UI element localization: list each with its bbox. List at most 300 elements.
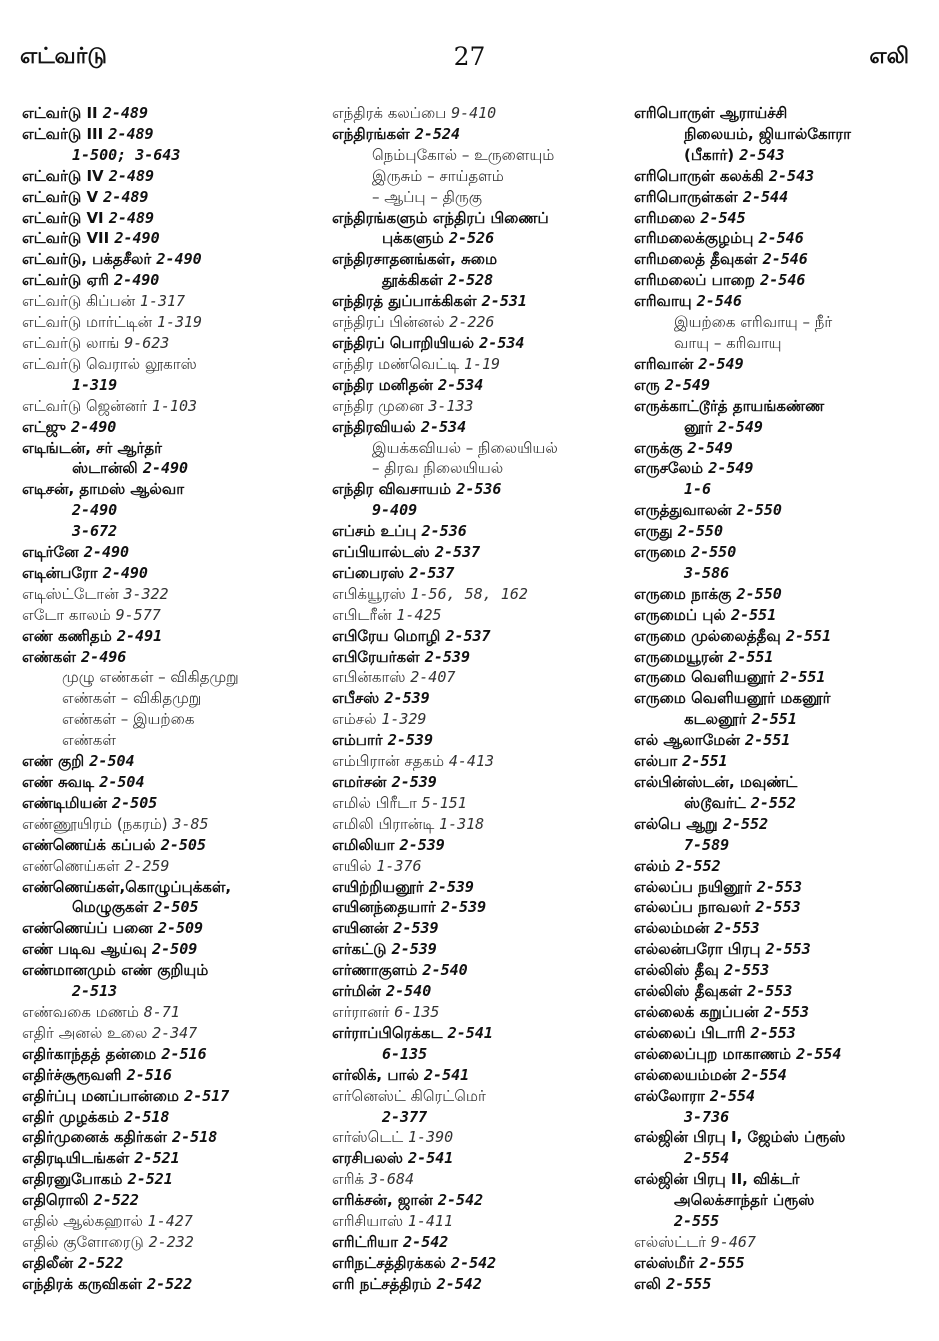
entry-term: புக்களும்	[382, 229, 449, 248]
entry-term: எப்சம் உப்பு	[332, 522, 422, 541]
index-entry	[22, 584, 322, 605]
entry-page-ref: 2-539	[384, 689, 430, 708]
index-entry	[22, 479, 322, 500]
index-entry	[634, 521, 934, 542]
entry-term: எபின்காஸ்	[332, 668, 411, 687]
entry-term: எபிக்யூரஸ்	[332, 584, 411, 603]
entry-page-ref: 4-413	[448, 752, 495, 771]
entry-term: எண்டிமியன்	[22, 793, 113, 812]
index-entry	[332, 751, 632, 772]
entry-page-ref: 2-549	[664, 375, 710, 394]
entry-term: எரசிபலஸ்	[332, 1149, 409, 1168]
index-entry	[634, 897, 934, 918]
entry-term: எபிரேயர்கள்	[332, 647, 425, 666]
entry-page-ref: 2-541	[447, 1023, 493, 1042]
entry-page-ref: 2-543	[769, 166, 815, 185]
entry-term: எதிர் முழக்கம்	[22, 1107, 125, 1126]
entry-term: எல்லைக் கறுப்பன்	[634, 1002, 764, 1021]
index-entry	[22, 897, 322, 918]
index-entry	[22, 103, 322, 124]
entry-term: எதில் ஆல்கஹால்	[22, 1212, 148, 1231]
index-entry	[22, 626, 322, 647]
index-entry	[332, 521, 632, 542]
entry-page-ref: 1-103	[151, 396, 198, 415]
entry-page-ref: 2-537	[445, 626, 491, 645]
entry-term: எண்வகை மணம்	[22, 1002, 144, 1021]
index-entry	[634, 877, 934, 898]
index-entry	[332, 1253, 632, 1274]
entry-page-ref: 1-500; 3-643	[72, 145, 181, 164]
entry-term: எருமையூரன்	[634, 647, 729, 666]
index-entry	[22, 291, 322, 312]
index-entry	[22, 542, 322, 563]
index-entry	[22, 605, 322, 626]
entry-term: எதிர்காந்தத் தன்மை	[22, 1044, 162, 1063]
index-entry	[332, 270, 632, 291]
entry-term: எலி	[634, 1274, 667, 1293]
entry-term: எண் கணிதம்	[22, 626, 117, 645]
index-entry	[634, 1044, 934, 1065]
entry-term: எரிக்சன், ஜான்	[332, 1191, 438, 1210]
entry-page-ref: 2-505	[112, 793, 158, 812]
entry-page-ref: 2-518	[172, 1128, 218, 1147]
index-entry	[332, 396, 632, 417]
index-entry	[634, 1148, 934, 1169]
entry-page-ref: 2-536	[456, 480, 502, 499]
entry-term: எபிடரீன்	[332, 605, 397, 624]
index-entry	[332, 187, 632, 208]
entry-term: எல்லைப் பிடாரி	[634, 1023, 751, 1042]
index-entry	[22, 647, 322, 668]
entry-page-ref: 2-546	[760, 271, 806, 290]
entry-term: எந்திர மனிதன்	[332, 375, 439, 394]
entry-page-ref: 1-390	[407, 1128, 454, 1147]
entry-term: எரிமலை	[634, 208, 701, 227]
index-entry	[22, 667, 322, 688]
index-entry	[634, 772, 934, 793]
index-entry	[332, 856, 632, 877]
entry-term: எரிபொருள் கலக்கி	[634, 166, 769, 185]
entry-page-ref: 2-491	[116, 626, 163, 645]
entry-term: எந்திரசாதனங்கள், சுமை	[332, 250, 498, 269]
entry-page-ref: 2-551	[785, 626, 832, 645]
index-entry	[22, 1107, 322, 1128]
entry-page-ref: 2-543	[739, 145, 785, 164]
index-entry	[22, 1086, 322, 1107]
index-entry	[332, 626, 632, 647]
index-entry	[22, 563, 322, 584]
entry-page-ref: 1-376	[376, 856, 422, 875]
entry-page-ref: 9-409	[372, 501, 418, 520]
index-entry	[332, 375, 632, 396]
index-entry	[22, 249, 322, 270]
entry-term: எருமை வெளியனூர் மகனூர்	[634, 689, 831, 708]
index-entry	[332, 730, 632, 751]
entry-page-ref: 2-542	[437, 1191, 484, 1210]
index-entry	[634, 584, 934, 605]
entry-page-ref: 2-518	[124, 1107, 170, 1126]
index-entry	[634, 500, 934, 521]
index-entry	[22, 228, 322, 249]
entry-page-ref: 2-490	[72, 501, 118, 520]
index-entry	[634, 333, 934, 354]
index-entry	[332, 1107, 632, 1128]
entry-page-ref: 2-539	[391, 773, 437, 791]
entry-page-ref: 2-554	[741, 1065, 787, 1084]
entry-page-ref: 3-736	[684, 1107, 730, 1126]
entry-term: எருது	[634, 522, 678, 541]
entry-term: எரிமலைப் பாறை	[634, 271, 761, 290]
entry-page-ref: 2-490	[114, 271, 160, 290]
entry-page-ref: 2-553	[763, 1002, 809, 1021]
index-entry	[332, 354, 632, 375]
entry-term: எண்ணூயிரம் (நகரம்)	[22, 814, 173, 833]
entry-page-ref: 2-553	[714, 919, 760, 938]
index-entry	[332, 688, 632, 709]
index-entry	[332, 793, 632, 814]
entry-page-ref: 2-531	[481, 292, 527, 311]
index-entry	[22, 438, 322, 459]
index-entry	[22, 730, 322, 751]
entry-term: எயினந்தையார்	[332, 898, 441, 917]
entry-page-ref: 1-319	[72, 375, 118, 394]
index-entry	[332, 1127, 632, 1148]
entry-page-ref: 2-517	[184, 1086, 230, 1105]
entry-page-ref: 2-549	[717, 417, 763, 436]
index-entry	[22, 981, 322, 1002]
entry-page-ref: 2-545	[700, 208, 746, 227]
entry-term: எட்ஜு	[22, 417, 72, 436]
entry-term: எட்வர்டு III	[22, 124, 109, 143]
index-entry	[634, 270, 934, 291]
index-entry	[634, 291, 934, 312]
index-entry	[332, 1086, 632, 1107]
entry-page-ref: 2-528	[448, 271, 494, 290]
index-entry	[634, 835, 934, 856]
entry-term: எந்திரக் கலப்பை	[332, 104, 452, 122]
entry-term: எபீசஸ்	[332, 689, 385, 708]
entry-term: தூக்கிகள்	[382, 271, 449, 290]
entry-term: எர்மின்	[332, 982, 387, 1001]
entry-term: எண்ணெய்கள்	[22, 856, 125, 875]
entry-page-ref: 2-505	[160, 835, 206, 854]
entry-term: எருத்துவாலன்	[634, 501, 737, 520]
entry-term: எருமை முல்லைத்தீவு	[634, 626, 786, 645]
entry-page-ref: 2-537	[434, 543, 481, 562]
entry-page-ref: 2-551	[751, 710, 797, 729]
entry-term: இயற்கை எரிவாயு – நீர்	[674, 313, 833, 332]
entry-page-ref: 2-490	[114, 229, 160, 248]
entry-page-ref: 2-539	[424, 647, 470, 666]
index-entry	[22, 1253, 322, 1274]
entry-page-ref: 2-539	[393, 919, 439, 938]
entry-term: எரி நட்சத்திரம்	[332, 1274, 437, 1293]
index-entry	[332, 605, 632, 626]
index-entry	[634, 960, 934, 981]
index-entry	[22, 417, 322, 438]
index-entry	[634, 103, 934, 124]
entry-page-ref: 1-317	[139, 292, 186, 311]
entry-term: எந்திரப் பின்னல்	[332, 313, 450, 332]
entry-page-ref: 2-551	[728, 647, 774, 666]
index-entry	[634, 1023, 934, 1044]
entry-term: எட்வர்டு கிப்பன்	[22, 292, 140, 311]
entry-page-ref: 2-554	[796, 1044, 842, 1063]
entry-page-ref: 2-551	[682, 752, 728, 771]
index-entry	[634, 981, 934, 1002]
entry-page-ref: 2-504	[99, 773, 145, 791]
entry-page-ref: 2-549	[687, 438, 733, 457]
entry-term: எப்பைரஸ்	[332, 563, 410, 582]
entry-page-ref: 2-553	[750, 1023, 796, 1042]
entry-page-ref: 2-551	[731, 605, 777, 624]
entry-page-ref: 2-490	[102, 563, 148, 582]
entry-page-ref: 3-322	[123, 584, 169, 603]
entry-page-ref: 1-425	[396, 605, 442, 624]
entry-page-ref: 2-539	[387, 731, 433, 750]
entry-term: எருமை வெளியனூர்	[634, 668, 781, 687]
index-entry	[332, 312, 632, 333]
entry-term: ஸ்டான்லி	[72, 459, 143, 478]
entry-term: எண்கள்	[22, 647, 82, 666]
index-entry	[22, 1169, 322, 1190]
entry-term: எல்லோரா	[634, 1086, 710, 1105]
index-entry	[634, 793, 934, 814]
index-entry	[634, 417, 934, 438]
index-entry	[634, 1169, 934, 1190]
entry-page-ref: 2-489	[102, 104, 148, 122]
entry-term: எரிசியாஸ்	[332, 1212, 408, 1231]
index-entry	[332, 584, 632, 605]
index-entry	[22, 1274, 322, 1295]
entry-page-ref: 2-541	[408, 1149, 454, 1168]
header-first-word: எட்வர்டு	[20, 44, 107, 69]
index-entry	[332, 1190, 632, 1211]
entry-term: எருமை நாக்கு	[634, 584, 737, 603]
index-entry	[332, 1232, 632, 1253]
index-entry	[332, 918, 632, 939]
index-entry	[634, 918, 934, 939]
entry-term: எரிவான்	[634, 354, 699, 373]
index-entry	[332, 772, 632, 793]
entry-page-ref: 2-544	[742, 187, 789, 206]
entry-term: எரிவாயு	[634, 292, 697, 311]
entry-term: மெழுகுகள்	[72, 898, 154, 917]
index-entry	[22, 772, 322, 793]
index-entry	[22, 208, 322, 229]
entry-term: எடிசன், தாமஸ் ஆல்வா	[22, 480, 185, 499]
entry-page-ref: 3-85	[172, 814, 209, 833]
index-entry	[634, 458, 934, 479]
index-entry	[634, 856, 934, 877]
entry-page-ref: 2-534	[420, 417, 467, 436]
entry-page-ref: 2-504	[89, 752, 135, 771]
entry-page-ref: 7-589	[684, 835, 730, 854]
entry-page-ref: 6-135	[394, 1002, 440, 1021]
index-entry	[634, 563, 934, 584]
entry-page-ref: 2-522	[78, 1253, 124, 1272]
entry-term: எதில் குளோரைடு	[22, 1232, 149, 1251]
index-entry	[634, 228, 934, 249]
entry-term: எல்லிஸ் தீவு	[634, 961, 725, 980]
entry-term: எதிர்ச்சூரூவளி	[22, 1065, 127, 1084]
entry-page-ref: 2-550	[677, 522, 723, 541]
entry-term: எருமை	[634, 543, 692, 562]
entry-page-ref: 2-490	[71, 417, 117, 436]
entry-term: எடின்பரோ	[22, 563, 103, 582]
entry-term: எர்ஸ்டெட்	[332, 1128, 408, 1147]
entry-term: எர்ராப்பிரெக்கட	[332, 1023, 448, 1042]
entry-term: எண்மானமும் எண் குறியும்	[22, 961, 209, 980]
entry-term: எம்சல்	[332, 710, 382, 729]
page-header	[0, 42, 939, 82]
index-entry	[634, 249, 934, 270]
entry-term: எதிர்ப்பு மனப்பான்மை	[22, 1086, 185, 1105]
index-entry	[332, 563, 632, 584]
entry-page-ref: 1-411	[407, 1212, 453, 1231]
entry-page-ref: 6-135	[382, 1044, 428, 1063]
index-entry	[332, 835, 632, 856]
entry-page-ref: 3-672	[72, 522, 118, 541]
entry-term: எருக்காட்டூர்த் தாயங்கண்ண	[634, 396, 825, 415]
index-entry	[634, 605, 934, 626]
index-entry	[22, 500, 322, 521]
index-entry	[22, 312, 322, 333]
entry-term: எந்திர மண்வெட்டி	[332, 354, 464, 373]
entry-term: வாயு – கரிவாயு	[674, 333, 782, 352]
entry-page-ref: 2-550	[736, 501, 782, 520]
entry-page-ref: 2-553	[724, 961, 770, 980]
entry-page-ref: 2-489	[108, 124, 154, 143]
entry-page-ref: 2-489	[103, 187, 149, 206]
entry-term: எந்திர விவசாயம்	[332, 480, 457, 499]
entry-term: எந்திர முனை	[332, 396, 429, 415]
index-entry	[22, 814, 322, 835]
entry-page-ref: 2-555	[666, 1274, 712, 1293]
index-entry	[634, 145, 934, 166]
index-entry	[332, 647, 632, 668]
entry-term: எட்வர்டு IV	[22, 166, 109, 185]
entry-page-ref: 2-534	[438, 375, 484, 394]
entry-term: எல்பெ ஆறு	[634, 814, 723, 833]
entry-page-ref: 2-407	[410, 668, 456, 687]
entry-page-ref: 1-319	[156, 313, 203, 332]
index-entry	[634, 1253, 934, 1274]
entry-page-ref: 1-329	[381, 710, 427, 729]
index-entry	[634, 124, 934, 145]
entry-page-ref: 2-489	[108, 208, 155, 227]
entry-term: எல்பின்ஸ்டன், மவுண்ட்	[634, 773, 798, 791]
entry-term: எர்கட்டு	[332, 940, 392, 959]
entry-term: எதிர் அனல் உலை	[22, 1023, 153, 1042]
entry-term: எதிரொலி	[22, 1191, 94, 1210]
entry-term: நெம்புகோல் – உருளையும்	[372, 145, 555, 164]
entry-term: எந்திரவியல்	[332, 417, 421, 436]
entry-term: எல்லையம்மன்	[634, 1065, 742, 1084]
header-last-word: எலி	[869, 44, 909, 69]
entry-page-ref: 2-524	[414, 124, 461, 143]
index-entry	[332, 1274, 632, 1295]
entry-term: எல்லிஸ் தீவுகள்	[634, 982, 748, 1001]
entry-term: எட்வர்டு ஏரி	[22, 271, 115, 290]
entry-page-ref: 9-577	[115, 605, 161, 624]
entry-term: எதிரடியிடங்கள்	[22, 1149, 135, 1168]
entry-term: எயில்	[332, 856, 377, 875]
entry-term: எரிக்	[332, 1170, 369, 1189]
entry-page-ref: 2-347	[152, 1023, 198, 1042]
index-entry	[332, 1065, 632, 1086]
index-entry	[22, 793, 322, 814]
entry-page-ref: 2-540	[422, 961, 468, 980]
entry-page-ref: 2-554	[709, 1086, 756, 1105]
index-entry	[634, 1190, 934, 1211]
index-entry	[332, 1211, 632, 1232]
index-entry	[332, 417, 632, 438]
index-entry	[634, 1002, 934, 1023]
index-entry	[332, 1169, 632, 1190]
entry-term: எட்வர்டு, பக்தசீலர்	[22, 250, 157, 269]
entry-page-ref: 2-509	[157, 919, 204, 938]
entry-term: எல் ஆலாமேன்	[634, 731, 746, 750]
entry-term: எட்வர்டு ஜென்னர்	[22, 396, 152, 415]
index-entry	[22, 856, 322, 877]
index-entry	[634, 1127, 934, 1148]
index-entry	[634, 939, 934, 960]
entry-page-ref: 2-539	[441, 898, 487, 917]
entry-term: எதிரனுபோகம்	[22, 1170, 128, 1189]
entry-term: எல்ம்	[634, 856, 676, 875]
entry-page-ref: 2-522	[147, 1274, 193, 1293]
index-entry	[22, 1044, 322, 1065]
entry-term: எதிர்முனைக் கதிர்கள்	[22, 1128, 173, 1147]
entry-page-ref: 2-553	[765, 940, 811, 959]
entry-page-ref: 2-542	[451, 1253, 497, 1272]
index-entry	[634, 1211, 934, 1232]
index-entry	[22, 1190, 322, 1211]
entry-term: எண்கள் – இயற்கை	[62, 710, 195, 729]
index-entry	[22, 960, 322, 981]
index-column-1	[22, 103, 322, 1295]
entry-term: எப்பியால்டஸ்	[332, 543, 435, 562]
entry-term: எடிங்டன், சர் ஆர்தர்	[22, 438, 162, 457]
index-entry	[332, 208, 632, 229]
entry-page-ref: 2-554	[684, 1149, 730, 1168]
entry-term: இயக்கவியல் – நிலையியல்	[372, 438, 558, 457]
index-entry	[332, 877, 632, 898]
index-entry	[634, 354, 934, 375]
entry-term: – திரவ நிலையியல்	[372, 459, 504, 478]
entry-term: எரிட்ரியா	[332, 1232, 404, 1251]
entry-term: எர்ரானர்	[332, 1002, 395, 1021]
index-entry	[332, 542, 632, 563]
index-entry	[634, 1274, 934, 1295]
index-entry	[22, 877, 322, 898]
entry-page-ref: 8-71	[143, 1002, 180, 1021]
entry-page-ref: 2-546	[696, 292, 742, 311]
entry-page-ref: 2-489	[108, 166, 155, 185]
index-entry	[22, 187, 322, 208]
entry-term: எல்ஸ்மீர்	[634, 1253, 700, 1272]
index-entry	[332, 981, 632, 1002]
index-entry	[634, 751, 934, 772]
entry-page-ref: 2-540	[386, 982, 432, 1001]
entry-page-ref: 2-490	[83, 543, 130, 562]
entry-term: எமில் பிரீடா	[332, 793, 422, 812]
index-entry	[22, 688, 322, 709]
entry-page-ref: 2-377	[382, 1107, 428, 1126]
entry-term: எந்திரப் பொறியியல்	[332, 333, 480, 352]
index-entry	[22, 1148, 322, 1169]
